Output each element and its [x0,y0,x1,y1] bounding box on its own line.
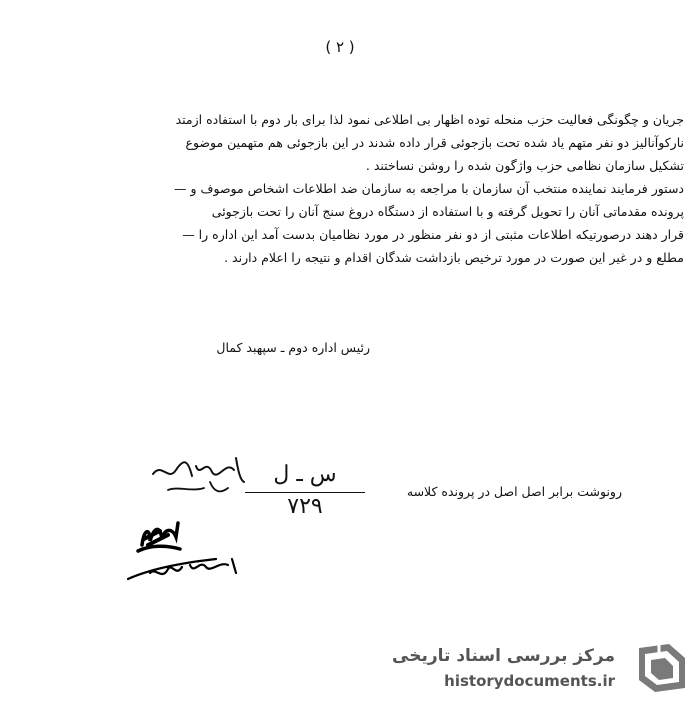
copy-certification-note: رونوشت برابر اصل اصل در پرونده کلاسه [406,484,622,499]
file-class-reference [245,462,365,522]
watermark-title: مرکز بررسی اسناد تاریخی [392,646,615,666]
file-class-top: س ـ ل [273,462,337,487]
fraction-rule [245,492,365,493]
body-line-1: جریان و چگونگی فعالیت حزب منحله توده اظهار بی اطلاعی نمود لذا برای بار دوم با استفاده ازمتد [175,112,684,127]
body-line-6: قرار دهند درصورتیکه اطلاعات مثبتی از دو نفر منظور در مورد نظامیان بدست آمد این اداره را — [182,227,684,242]
watermark-url: historydocuments.ir [444,672,615,690]
handwritten-annotation-icon [148,452,248,502]
body-line-7: مطلع و در غیر این صورت در مورد ترخیص بازداشت شدگان اقدام و نتیجه را اعلام دارند . [224,250,684,265]
body-line-5: پرونده مقدماتی آنان را تحویل گرفته و با استفاده از دستگاه دروغ سنج آنان را تحت بازجوئی [211,204,684,219]
body-line-3: تشکیل سازمان نظامی حزب واژگون شده را روشن نساختند . [365,158,684,173]
handwritten-signature-icon [120,515,260,595]
page-number: ( ۲ ) [325,38,355,56]
signatory-title: رئیس اداره دوم ـ سپهبد کمال [216,340,370,355]
letter-body [24,108,684,269]
file-class-bottom: ۷۲۹ [287,494,323,519]
body-line-4: دستور فرمایند نماینده منتخب آن سازمان با مراجعه به سازمان ضد اطلاعات اشخاص موصوف و — [174,181,684,196]
body-line-2: نارکوآنالیز دو نفر متهم یاد شده تحت بازجوئی قرار داده شدند در این بازجوئی هم متهمین موضوع [185,135,684,150]
watermark [392,638,695,696]
watermark-logo-icon [629,640,693,696]
